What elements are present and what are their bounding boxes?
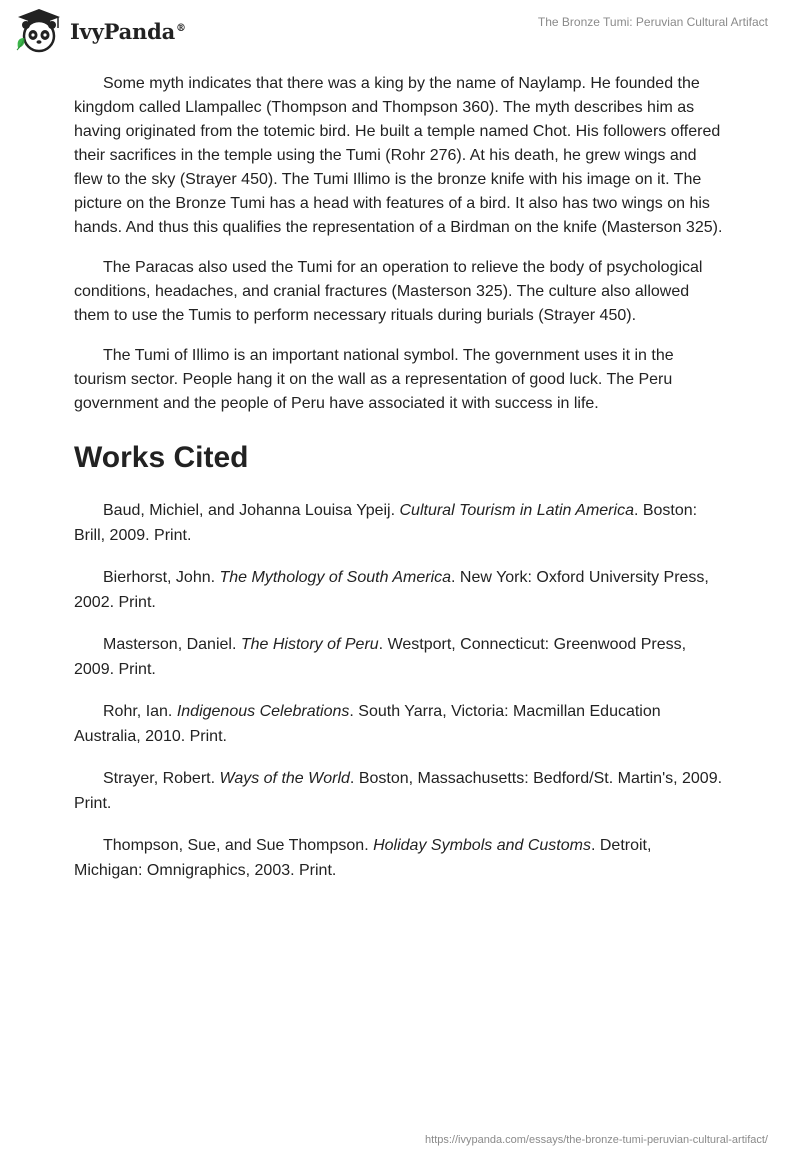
works-cited-heading: Works Cited (74, 441, 249, 474)
citation-title: Cultural Tourism in Latin America (399, 502, 634, 519)
citation-authors: Baud, Michiel, and Johanna Louisa Ypeij. (103, 502, 400, 519)
citation-entry (74, 498, 724, 548)
citation-entry (74, 565, 724, 615)
body-paragraph: The Tumi of Illimo is an important national symbol. The government uses it in the tourism sector. People hang it on the wall as a representation of good luck. The Peru government and the people of Peru have associated it with success in life. (74, 347, 674, 412)
source-url-link[interactable]: https://ivypanda.com/essays/the-bronze-tumi-peruvian-cultural-artifact/ (425, 1134, 768, 1146)
citation-title: Indigenous Celebrations (176, 703, 350, 720)
citation-publisher: . Boston, Massachusetts: Bedford/St. Martin's, 2009. Print. (74, 770, 723, 812)
registered-mark: ® (176, 22, 186, 34)
citation-publisher: . New York: Oxford University Press, 2002. Print. (74, 569, 709, 611)
citation-title: Holiday Symbols and Customs (373, 837, 591, 854)
citation-entry (74, 766, 724, 816)
citation-authors: Bierhorst, John. (103, 569, 220, 586)
citation-title: The History of Peru (240, 636, 379, 653)
citation-entry (74, 833, 724, 883)
body-paragraph: The Paracas also used the Tumi for an operation to relieve the body of psychological conditions, headaches, and cranial fractures (Masterson 325). The culture also allowed them to use the Tumis to perform necessary rituals during burials (Strayer 450). (74, 259, 703, 324)
citation-entry (74, 632, 724, 682)
citation-authors: Rohr, Ian. (103, 703, 177, 720)
citation-publisher: . Detroit, Michigan: Omnigraphics, 2003. Print. (74, 837, 652, 879)
citation-authors: Masterson, Daniel. (103, 636, 241, 653)
citation-authors: Strayer, Robert. (103, 770, 220, 787)
citation-publisher: . Boston: Brill, 2009. Print. (74, 502, 698, 544)
citation-publisher: . Westport, Connecticut: Greenwood Press, 2009. Print. (74, 636, 687, 678)
document-title: The Bronze Tumi: Peruvian Cultural Artifact (537, 15, 768, 29)
body-paragraph: Some myth indicates that there was a king by the name of Naylamp. He founded the kingdom called Llampallec (Thompson and Thompson 360). The myth describes him as having originated from the totemic bird. He built a temple named Chot. His followers offered their sacrifices in the temple using the Tumi (Rohr 276). At his death, he grew wings and flew to the sky (Strayer 450). The Tumi Illimo is the bronze knife with his image on it. The picture on the Bronze Tumi has a head with features of a bird. It also has two wings on his hands. And thus this qualifies the representation of a Birdman on the knife (Masterson 325). (74, 75, 723, 236)
essay-content (74, 72, 724, 900)
citation-title: Ways of the World (219, 770, 350, 787)
page-header (0, 0, 800, 62)
logo-wordmark (70, 19, 186, 44)
citation-publisher: . South Yarra, Victoria: Macmillan Education Australia, 2010. Print. (74, 703, 661, 745)
citation-authors: Thompson, Sue, and Sue Thompson. (103, 837, 374, 854)
citation-entry (74, 699, 724, 749)
citation-title: The Mythology of South America (219, 569, 452, 586)
ivypanda-logo[interactable] (14, 8, 186, 54)
logo-name: IvyPanda (70, 18, 176, 44)
panda-graduate-icon (14, 8, 64, 54)
